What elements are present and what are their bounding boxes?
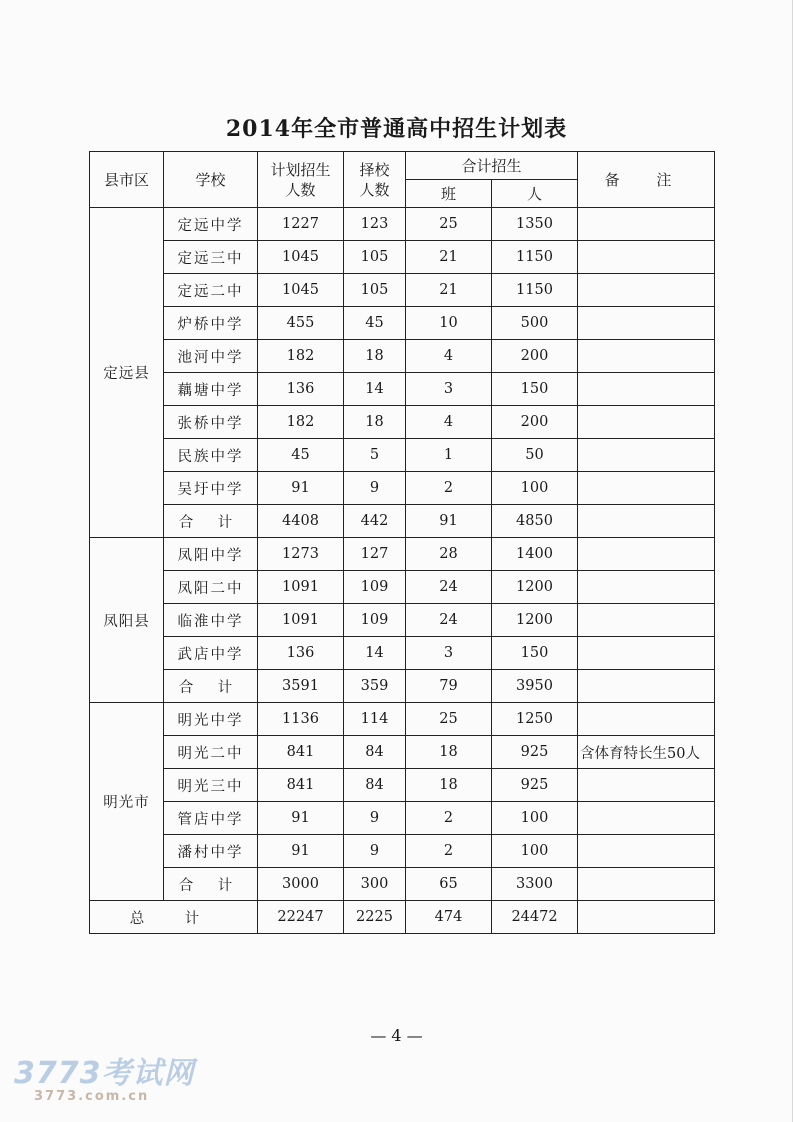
choice-cell: 9 bbox=[344, 802, 406, 835]
people-cell: 925 bbox=[492, 769, 578, 802]
table-row bbox=[90, 340, 715, 373]
people-cell: 1200 bbox=[492, 604, 578, 637]
table-row bbox=[90, 637, 715, 670]
people-cell: 1250 bbox=[492, 703, 578, 736]
people-cell: 1200 bbox=[492, 571, 578, 604]
school-cell: 凤阳中学 bbox=[164, 538, 258, 571]
choice-cell: 127 bbox=[344, 538, 406, 571]
table-row bbox=[90, 835, 715, 868]
table-row bbox=[90, 571, 715, 604]
people-cell: 100 bbox=[492, 835, 578, 868]
subtotal-choice: 442 bbox=[344, 505, 406, 538]
note-cell bbox=[578, 703, 715, 736]
table-row bbox=[90, 241, 715, 274]
document-title: 2014年全市普通高中招生计划表 bbox=[225, 116, 568, 142]
school-cell: 凤阳二中 bbox=[164, 571, 258, 604]
watermark-url-text: 3773.com.cn bbox=[34, 1089, 150, 1104]
page-number: — 4 — bbox=[370, 1026, 423, 1045]
school-cell: 张桥中学 bbox=[164, 406, 258, 439]
note-cell bbox=[578, 208, 715, 241]
subtotal-planned: 3000 bbox=[258, 868, 344, 901]
table-row bbox=[90, 604, 715, 637]
note-cell bbox=[578, 604, 715, 637]
people-cell: 150 bbox=[492, 373, 578, 406]
people-cell: 150 bbox=[492, 637, 578, 670]
subtotal-row bbox=[90, 505, 715, 538]
subtotal-planned: 4408 bbox=[258, 505, 344, 538]
choice-cell: 84 bbox=[344, 769, 406, 802]
subtotal-people: 3950 bbox=[492, 670, 578, 703]
choice-cell: 105 bbox=[344, 241, 406, 274]
classes-cell: 10 bbox=[406, 307, 492, 340]
header-people: 人 bbox=[492, 180, 578, 208]
grand-total-choice: 2225 bbox=[344, 901, 406, 934]
classes-cell: 3 bbox=[406, 373, 492, 406]
choice-cell: 109 bbox=[344, 571, 406, 604]
header-note: 备 注 bbox=[578, 152, 715, 208]
note-cell bbox=[578, 637, 715, 670]
classes-cell: 25 bbox=[406, 208, 492, 241]
planned-cell: 91 bbox=[258, 802, 344, 835]
table-row bbox=[90, 736, 715, 769]
classes-cell: 18 bbox=[406, 769, 492, 802]
people-cell: 1350 bbox=[492, 208, 578, 241]
choice-cell: 9 bbox=[344, 472, 406, 505]
grand-total-planned: 22247 bbox=[258, 901, 344, 934]
people-cell: 200 bbox=[492, 340, 578, 373]
planned-cell: 136 bbox=[258, 373, 344, 406]
school-cell: 武店中学 bbox=[164, 637, 258, 670]
school-cell: 管店中学 bbox=[164, 802, 258, 835]
planned-cell: 1045 bbox=[258, 274, 344, 307]
school-cell: 炉桥中学 bbox=[164, 307, 258, 340]
choice-cell: 84 bbox=[344, 736, 406, 769]
choice-cell: 105 bbox=[344, 274, 406, 307]
header-classes: 班 bbox=[406, 180, 492, 208]
classes-cell: 24 bbox=[406, 571, 492, 604]
school-cell: 定远三中 bbox=[164, 241, 258, 274]
table-row bbox=[90, 406, 715, 439]
table-row bbox=[90, 538, 715, 571]
classes-cell: 24 bbox=[406, 604, 492, 637]
planned-cell: 91 bbox=[258, 835, 344, 868]
people-cell: 925 bbox=[492, 736, 578, 769]
header-planned bbox=[258, 152, 344, 208]
planned-cell: 1045 bbox=[258, 241, 344, 274]
site-watermark-logo bbox=[14, 1058, 195, 1104]
school-cell: 定远中学 bbox=[164, 208, 258, 241]
subtotal-people: 3300 bbox=[492, 868, 578, 901]
header-planned-label: 计划招生人数 bbox=[270, 160, 331, 199]
note-cell bbox=[578, 769, 715, 802]
people-cell: 1150 bbox=[492, 274, 578, 307]
header-county: 县市区 bbox=[90, 152, 164, 208]
planned-cell: 45 bbox=[258, 439, 344, 472]
table-row bbox=[90, 307, 715, 340]
people-cell: 1400 bbox=[492, 538, 578, 571]
choice-cell: 109 bbox=[344, 604, 406, 637]
classes-cell: 2 bbox=[406, 472, 492, 505]
grand-total-label: 总 计 bbox=[90, 901, 258, 934]
grand-total-people: 24472 bbox=[492, 901, 578, 934]
people-cell: 500 bbox=[492, 307, 578, 340]
subtotal-classes: 79 bbox=[406, 670, 492, 703]
header-choice-label: 择校人数 bbox=[359, 160, 390, 199]
planned-cell: 182 bbox=[258, 340, 344, 373]
enrollment-plan-table bbox=[89, 151, 715, 934]
classes-cell: 28 bbox=[406, 538, 492, 571]
table-row bbox=[90, 472, 715, 505]
choice-cell: 123 bbox=[344, 208, 406, 241]
classes-cell: 3 bbox=[406, 637, 492, 670]
county-cell: 明光市 bbox=[90, 703, 164, 901]
table-row bbox=[90, 208, 715, 241]
note-cell bbox=[578, 373, 715, 406]
note-cell bbox=[578, 274, 715, 307]
classes-cell: 18 bbox=[406, 736, 492, 769]
note-cell bbox=[578, 340, 715, 373]
planned-cell: 91 bbox=[258, 472, 344, 505]
school-cell: 定远二中 bbox=[164, 274, 258, 307]
subtotal-planned: 3591 bbox=[258, 670, 344, 703]
school-cell: 民族中学 bbox=[164, 439, 258, 472]
subtotal-row bbox=[90, 670, 715, 703]
county-cell: 凤阳县 bbox=[90, 538, 164, 703]
note-cell bbox=[578, 538, 715, 571]
subtotal-note bbox=[578, 505, 715, 538]
school-cell: 临淮中学 bbox=[164, 604, 258, 637]
planned-cell: 1273 bbox=[258, 538, 344, 571]
subtotal-choice: 359 bbox=[344, 670, 406, 703]
people-cell: 50 bbox=[492, 439, 578, 472]
classes-cell: 21 bbox=[406, 241, 492, 274]
classes-cell: 4 bbox=[406, 340, 492, 373]
school-cell: 明光中学 bbox=[164, 703, 258, 736]
choice-cell: 114 bbox=[344, 703, 406, 736]
grand-total-note bbox=[578, 901, 715, 934]
table-row bbox=[90, 439, 715, 472]
planned-cell: 1227 bbox=[258, 208, 344, 241]
classes-cell: 4 bbox=[406, 406, 492, 439]
county-cell: 定远县 bbox=[90, 208, 164, 538]
school-cell: 明光二中 bbox=[164, 736, 258, 769]
grand-total-classes: 474 bbox=[406, 901, 492, 934]
planned-cell: 1136 bbox=[258, 703, 344, 736]
school-cell: 潘村中学 bbox=[164, 835, 258, 868]
note-cell bbox=[578, 439, 715, 472]
classes-cell: 2 bbox=[406, 835, 492, 868]
note-cell bbox=[578, 835, 715, 868]
table-body bbox=[90, 208, 715, 934]
choice-cell: 18 bbox=[344, 406, 406, 439]
header-choice bbox=[344, 152, 406, 208]
table-row bbox=[90, 373, 715, 406]
subtotal-label: 合 计 bbox=[164, 505, 258, 538]
note-cell bbox=[578, 571, 715, 604]
choice-cell: 18 bbox=[344, 340, 406, 373]
classes-cell: 2 bbox=[406, 802, 492, 835]
table-header-row bbox=[90, 152, 715, 180]
people-cell: 1150 bbox=[492, 241, 578, 274]
planned-cell: 1091 bbox=[258, 604, 344, 637]
planned-cell: 136 bbox=[258, 637, 344, 670]
note-cell bbox=[578, 307, 715, 340]
watermark-main-text: 3773考试网 bbox=[14, 1056, 195, 1091]
subtotal-label: 合 计 bbox=[164, 670, 258, 703]
people-cell: 100 bbox=[492, 802, 578, 835]
header-school: 学校 bbox=[164, 152, 258, 208]
table-row bbox=[90, 802, 715, 835]
choice-cell: 14 bbox=[344, 637, 406, 670]
table-row bbox=[90, 769, 715, 802]
school-cell: 吴圩中学 bbox=[164, 472, 258, 505]
subtotal-note bbox=[578, 868, 715, 901]
school-cell: 藕塘中学 bbox=[164, 373, 258, 406]
note-cell: 含体育特长生50人 bbox=[578, 736, 715, 769]
school-cell: 明光三中 bbox=[164, 769, 258, 802]
subtotal-classes: 91 bbox=[406, 505, 492, 538]
table-row bbox=[90, 274, 715, 307]
header-total: 合计招生 bbox=[406, 152, 578, 180]
subtotal-label: 合 计 bbox=[164, 868, 258, 901]
note-cell bbox=[578, 472, 715, 505]
choice-cell: 14 bbox=[344, 373, 406, 406]
planned-cell: 841 bbox=[258, 769, 344, 802]
subtotal-choice: 300 bbox=[344, 868, 406, 901]
grand-total-row bbox=[90, 901, 715, 934]
choice-cell: 5 bbox=[344, 439, 406, 472]
choice-cell: 9 bbox=[344, 835, 406, 868]
classes-cell: 25 bbox=[406, 703, 492, 736]
note-cell bbox=[578, 802, 715, 835]
subtotal-classes: 65 bbox=[406, 868, 492, 901]
subtotal-note bbox=[578, 670, 715, 703]
planned-cell: 1091 bbox=[258, 571, 344, 604]
school-cell: 池河中学 bbox=[164, 340, 258, 373]
classes-cell: 1 bbox=[406, 439, 492, 472]
subtotal-people: 4850 bbox=[492, 505, 578, 538]
classes-cell: 21 bbox=[406, 274, 492, 307]
note-cell bbox=[578, 406, 715, 439]
table-row bbox=[90, 703, 715, 736]
choice-cell: 45 bbox=[344, 307, 406, 340]
note-cell bbox=[578, 241, 715, 274]
planned-cell: 455 bbox=[258, 307, 344, 340]
planned-cell: 841 bbox=[258, 736, 344, 769]
subtotal-row bbox=[90, 868, 715, 901]
planned-cell: 182 bbox=[258, 406, 344, 439]
people-cell: 100 bbox=[492, 472, 578, 505]
people-cell: 200 bbox=[492, 406, 578, 439]
